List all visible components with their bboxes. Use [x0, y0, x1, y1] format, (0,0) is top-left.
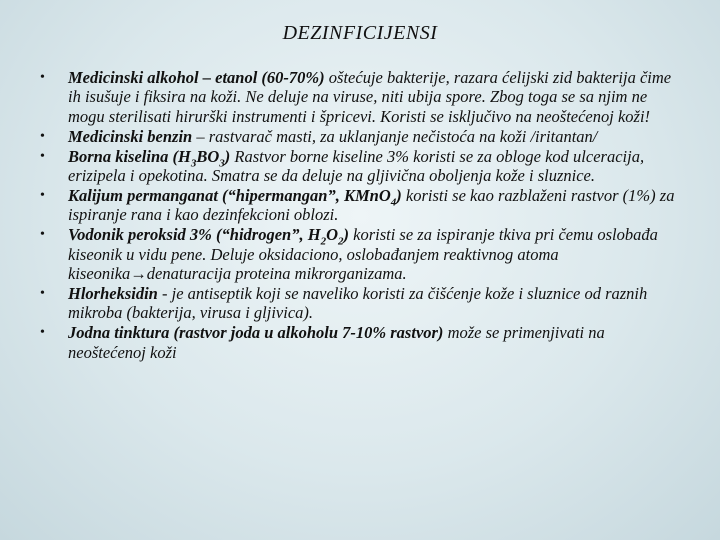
item-description: koristi se za ispiranje tkiva pri čemu oslobađa kiseonik u vidu pene. Deluje oksidaciono, oslobađanjem reaktivnog atoma kiseonika→denaturacija proteina mikrorganizama. — [68, 225, 658, 284]
bullet-icon: • — [40, 128, 45, 144]
item-term: Jodna tinktura (rastvor joda u alkoholu 7-10% rastvor) — [68, 323, 444, 343]
item-description: oštećuje bakterije, razara ćelijski zid bakterija čime ih isušuje i fiksira na koži. Ne deluje na viruse, niti ubija spore. Zbog toga se sa njim ne mogu sterilisati hirurški instrumenti i špricevi. Koristi se isključivo na neoštećenoj koži! — [68, 68, 672, 126]
list-item-hlorheksidin — [40, 284, 680, 323]
item-term: Vodonik peroksid 3% (“hidrogen”, $H_2O_2$) — [68, 225, 349, 248]
list-item-jodna-tinktura — [40, 323, 680, 362]
item-term: Borna kiselina $(H_3BO_3)$ — [68, 146, 231, 169]
item-description: Rastvor borne kiseline 3% koristi se za obloge kod ulceracija, erizipela i opekotina. Smatra se da deluje na gljivična oboljenja kože i sluznice. — [68, 146, 645, 186]
item-description: može se primenjivati na neoštećenoj koži — [68, 323, 605, 362]
item-description: – rastvarač masti, za uklanjanje nečistoća na koži /iritantan/ — [192, 126, 598, 146]
bullet-list — [40, 68, 680, 363]
item-description: - je antiseptik koji se naveliko koristi za čišćenje kože i sluznice od raznih mikroba (bakterija, virusa i gljivica). — [68, 283, 648, 323]
bullet-icon: • — [40, 187, 45, 203]
bullet-icon: • — [40, 325, 45, 341]
item-term: Medicinski benzin — [68, 126, 193, 146]
bullet-icon: • — [40, 227, 45, 243]
list-item-kalijum-permanganat — [40, 186, 680, 225]
list-item-borna-kiselina — [40, 147, 680, 186]
bullet-icon: • — [40, 148, 45, 164]
bullet-icon: • — [40, 70, 45, 85]
list-item-medicinski-benzin — [40, 127, 680, 146]
item-term: Medicinski alkohol – etanol (60-70%) — [68, 68, 325, 87]
bullet-icon: • — [40, 285, 45, 301]
slide-title: DEZINFICIJENSI — [282, 22, 438, 44]
item-description: koristi se kao razblaženi rastvor (1%) za ispiranje rana i kao dezinfekcioni oblozi. — [68, 185, 675, 225]
item-term: Hlorheksidin — [68, 283, 158, 303]
item-term: Kalijum permanganat (“hipermangan”, KMnO$_4$) — [68, 185, 402, 209]
list-item-medicinski-alkohol — [40, 68, 680, 126]
list-item-vodonik-peroksid — [40, 225, 680, 283]
